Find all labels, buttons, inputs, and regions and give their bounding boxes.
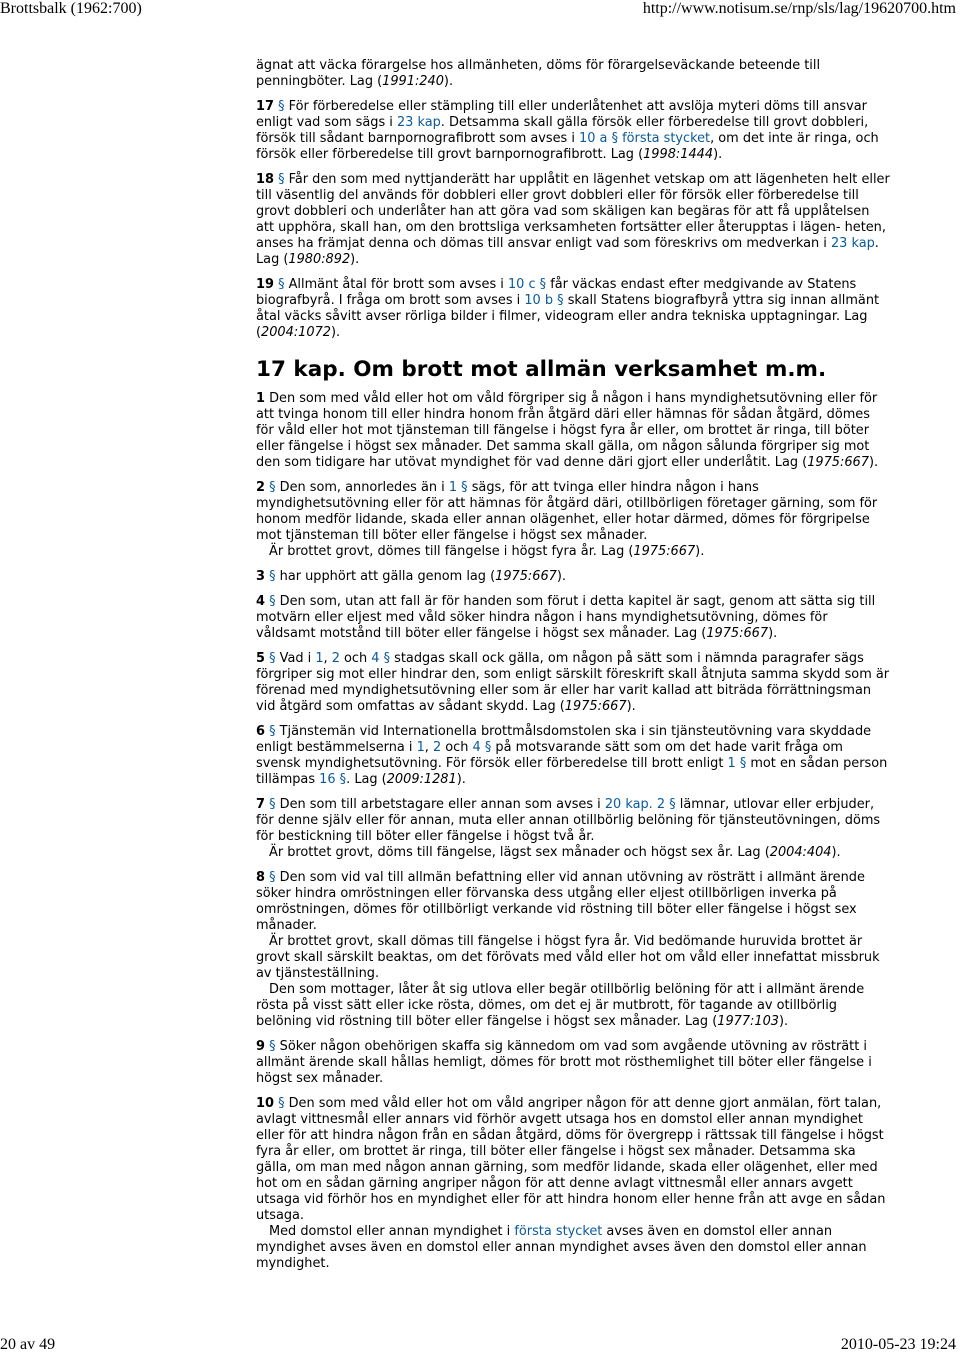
section-link[interactable]: § [669, 797, 676, 812]
section-link[interactable]: § [269, 651, 276, 666]
section-number: 19 [256, 277, 274, 292]
section-17-4: 4 § Den som, utan att fall är för handen som förut i detta kapitel är sagt, genom att sätta sig till motvärn eller eljest med våld söker hindra någon i hans myndighetsutövning, dömes för våldsamt motstånd till böter eller fängelse i högst sex månader. Lag (1975:667). [256, 594, 876, 641]
section-link[interactable]: § [269, 724, 276, 739]
ref-link[interactable]: 4 [472, 740, 481, 755]
section-number: 8 [256, 870, 265, 885]
document-body [256, 58, 890, 1281]
ref-link[interactable]: 20 kap. [604, 797, 653, 812]
ref-link[interactable]: 2 [331, 651, 340, 666]
section-number: 17 [256, 99, 274, 114]
section-16-19: 19 § Allmänt åtal för brott som avses i 10 c § får väckas endast efter medgivande av Statens biografbyrå. I fråga om brott som avses i 10 b § skall Statens biografbyrå yttra sig innan allmänt åtal väcks såvitt avser rörliga bilder i filmer, videogram eller andra tekniska upptagningar. Lag (2004:1072). [256, 277, 880, 340]
section-17-3: 3 § har upphört att gälla genom lag (1975:667). [256, 569, 567, 584]
ref-link[interactable]: 1 [448, 480, 458, 495]
page-footer-page-count: 20 av 49 [0, 1336, 56, 1353]
section-link[interactable]: § [269, 870, 276, 885]
section-link[interactable]: § [278, 1096, 285, 1111]
ref-link[interactable]: 16 [319, 772, 336, 787]
section-link[interactable]: § [383, 651, 391, 666]
ref-link[interactable]: 1 [727, 756, 736, 771]
section-link[interactable]: § [461, 480, 468, 495]
section-link[interactable]: § [339, 772, 347, 787]
section-17-9: 9 § Söker någon obehörigen skaffa sig kännedom om vad som avgående utövning av rösträtt i allmänt ärende skall hållas hemligt, dömes för brott mot rösthemlighet till böter eller fängelse i högst sex månader. [256, 1039, 872, 1086]
page-header-title: Brottsbalk (1962:700) [0, 0, 142, 17]
section-link[interactable]: § [269, 480, 276, 495]
ref-link[interactable]: 10 c [507, 277, 536, 292]
section-number: 18 [256, 172, 274, 187]
ref-link[interactable]: 1 [315, 651, 324, 666]
ref-link[interactable]: 2 [656, 797, 666, 812]
ref-link[interactable]: 10 b [524, 293, 554, 308]
section-17-10: 10 § Den som med våld eller hot om våld angriper någon för att denne gjort anmälan, fört talan, avlagt vittnesmål eller annars vid förhör avgett utsaga hos en domstol eller annan myndighet eller för att hindra någon från en sådan åtgärd, döms för övergrepp i rättssak till fängelse i högst fyra år eller, om brottet är ringa, till böter eller fängelse i högst sex månader. Detsamma ska gälla, om man med någon annan gärning, som medför lidande, skada eller olägenhet, eller med hot om en sådan gärning angriper någon för att denne avlagt vittnesmål eller annars avgett utsaga vid förhör hos en myndighet eller för att hindra honom eller henne från att avge en sådan utsaga. [256, 1096, 886, 1223]
section-17-8-para2: Är brottet grovt, skall dömas till fängelse i högst fyra år. Vid bedömande huruvida brottet är grovt skall särskilt beaktas, om det förövats med våld eller hot om våld eller innefattat missbruk av tjänsteställning. [256, 934, 880, 981]
section-link[interactable]: § [611, 131, 619, 146]
section-link[interactable]: § [739, 756, 747, 771]
paragraph-16-continued: ägnat att väcka förargelse hos allmänheten, döms för förargelseväckande beteende till penningböter. Lag (1991:240). [256, 58, 821, 89]
ref-link[interactable]: 1 [416, 740, 425, 755]
ref-link[interactable]: 23 kap [830, 236, 875, 251]
section-link[interactable]: § [539, 277, 547, 292]
section-number: 9 [256, 1039, 265, 1054]
ref-link[interactable]: 10 a [579, 131, 608, 146]
section-number: 10 [256, 1096, 274, 1111]
section-link[interactable]: § [269, 569, 276, 584]
ref-link[interactable]: första stycket [622, 131, 711, 146]
page-footer-timestamp: 2010-05-23 19:24 [840, 1336, 956, 1353]
section-17-10-para2: Med domstol eller annan myndighet i första stycket avses även en domstol eller annan myndighet avses även en domstol eller annan myndighet avses även den domstol eller annan myndighet. [256, 1224, 867, 1271]
page-header-url: http://www.notisum.se/rnp/sls/lag/19620700.htm [642, 0, 956, 17]
ref-link[interactable]: första stycket [514, 1224, 603, 1239]
section-16-17: 17 § För förberedelse eller stämpling till eller underlåtenhet att avslöja myteri döms till ansvar enligt vad som sägs i 23 kap. Detsamma skall gälla försök eller förberedelse till grovt dobbleri, försök till sådant barnpornografibrott som avses i 10 a § första stycket, om det inte är ringa, och försök eller förberedelse till grovt barnpornografibrott. Lag (1998:1444). [256, 99, 879, 162]
section-number: 4 [256, 594, 265, 609]
section-number: 5 [256, 651, 265, 666]
section-link[interactable]: § [484, 740, 492, 755]
section-link[interactable]: § [278, 172, 285, 187]
section-number: 1 [256, 391, 265, 406]
section-link[interactable]: § [269, 1039, 276, 1054]
section-number: 2 [256, 480, 265, 495]
section-link[interactable]: § [278, 277, 285, 292]
section-17-7-para2: Är brottet grovt, döms till fängelse, lägst sex månader och högst sex år. Lag (2004:404). [269, 845, 841, 860]
section-17-8-para3: Den som mottager, låter åt sig utlova eller begär otillbörlig belöning för att i allmänt ärende rösta på visst sätt eller icke rösta, dömes, om det ej är mutbrott, för tagande av otillbörlig belöning vid röstning till böter eller fängelse i högst sex månader. Lag (1977:103). [256, 982, 865, 1029]
section-17-7: 7 § Den som till arbetstagare eller annan som avses i 20 kap. 2 § lämnar, utlovar eller erbjuder, för denne själv eller för annan, muta eller annan otillbörlig belöning för tjänsteutövningen, döms för bestickning till böter eller fängelse i högst två år. [256, 797, 881, 844]
section-16-18: 18 § Får den som med nyttjanderätt har upplåtit en lägenhet vetskap om att lägenheten helt eller till väsentlig del används för dobbleri eller grovt dobbleri eller för försök eller förberedelse till grovt dobbleri och underlåter han att göra vad som skäligen kan begäras för att få upplåtelsen att upphöra, skall han, om den brottsliga verksamheten fortsätter eller återupptas i lägen- heten, anses ha främjat denna och dömas till ansvar enligt vad som föreskrivs om medverkan i 23 kap. Lag (1980:892). [256, 172, 890, 267]
section-link[interactable]: § [557, 293, 564, 308]
section-17-1: 1 Den som med våld eller hot om våld förgriper sig å någon i hans myndighetsutövning eller för att tvinga honom till eller hindra honom från åtgärd däri eller hämnas för sådan åtgärd, dömes för våld eller hot mot tjänsteman till fängelse i högst fyra år eller, om brottet är ringa, till böter eller fängelse i högst sex månader. Det samma skall gälla, om någon sålunda förgriper sig mot den som tidigare har utövat myndighet för vad denne däri gjort eller underlåtit. Lag (1975:667). [256, 391, 879, 470]
section-link[interactable]: § [269, 594, 276, 609]
chapter-heading: 17 kap. Om brott mot allmän verksamhet m.m. [256, 357, 827, 382]
section-link[interactable]: § [278, 99, 285, 114]
section-number: 6 [256, 724, 265, 739]
section-17-2-para2: Är brottet grovt, dömes till fängelse i högst fyra år. Lag (1975:667). [269, 544, 705, 559]
section-link[interactable]: § [269, 797, 276, 812]
section-17-8: 8 § Den som vid val till allmän befattning eller vid annan utövning av rösträtt i allmänt ärende söker hindra omröstningen eller förvanska dess utgång eller eljest otillbörligen inverka på omröstningen, dömes för otillbörligt verkande vid röstning till böter eller fängelse i högst sex månader. [256, 870, 865, 933]
section-number: 7 [256, 797, 265, 812]
section-17-2: 2 § Den som, annorledes än i 1 § sägs, för att tvinga eller hindra någon i hans myndighetsutövning eller för att hämnas för åtgärd däri, otillbörligen företager gärning, som för honom medför lidande, skada eller annan olägenhet, eller hotar därmed, dömes för förgripelse mot tjänsteman till böter eller fängelse i högst sex månader. [256, 480, 878, 543]
section-17-5: 5 § Vad i 1, 2 och 4 § stadgas skall ock gälla, om någon på sätt som i nämnda paragrafer sägs förgriper sig mot eller hindrar den, som enligt särskilt föreskrift skall åtnjuta samma skydd som är förenad med myndighetsutövning eller som är eller har varit kallad att biträda förrättningsman vid åtgärd som omfattas av sådant skydd. Lag (1975:667). [256, 651, 890, 714]
section-number: 3 [256, 569, 265, 584]
section-17-6: 6 § Tjänstemän vid Internationella brottmålsdomstolen ska i sin tjänsteutövning vara skyddade enligt bestämmelserna i 1, 2 och 4 § på motsvarande sätt som om det hade varit fråga om svensk myndighetsutövning. För försök eller förberedelse till brott enligt 1 § mot en sådan person tillämpas 16 §. Lag (2009:1281). [256, 724, 888, 787]
ref-link[interactable]: 2 [432, 740, 442, 755]
ref-link[interactable]: 23 kap [396, 115, 441, 130]
ref-link[interactable]: 4 [371, 651, 380, 666]
